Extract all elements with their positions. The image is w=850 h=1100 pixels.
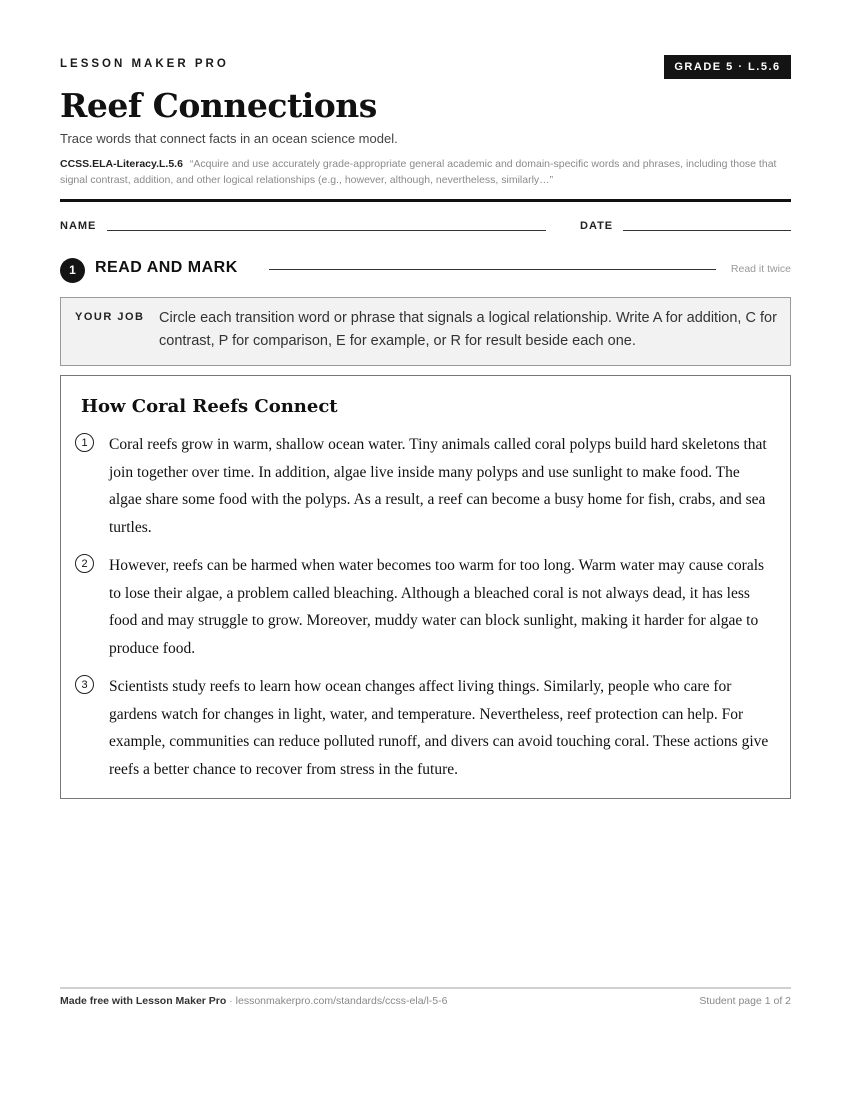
grade-badge: GRADE 5 · L.5.6: [664, 55, 791, 79]
paragraph-text: However, reefs can be harmed when water becomes too warm for too long. Warm water may cause corals to lose their algae, a problem called bleaching. Although a bleached coral is not always dead, it has less food and may struggle to grow. Moreover, muddy water can block sunlight, making it harder for algae to produce food.: [109, 557, 765, 657]
page-title: Reef Connections: [60, 86, 377, 125]
section-title: READ AND MARK: [95, 259, 238, 276]
footer-made-with: Made free with Lesson Maker Pro: [60, 995, 227, 1007]
date-field[interactable]: [623, 230, 791, 231]
paragraph-text: Coral reefs grow in warm, shallow ocean water. Tiny animals called coral polyps build hard skeletons that join together over time. In addition, algae live inside many polyps and use sunlight to make food. The algae share some food with the polyps. As a result, a reef can become a busy home for fish, crabs, and sea turtles.: [109, 436, 767, 536]
footer-page-number: Student page 1 of 2: [699, 995, 791, 1007]
passage-title: How Coral Reefs Connect: [81, 396, 338, 417]
section-number-badge: 1: [60, 258, 85, 283]
footer-credit: [60, 995, 447, 1007]
paragraph-text: Scientists study reefs to learn how ocean changes affect living things. Similarly, people who care for gardens watch for changes in light, water, and temperature. Nevertheless, reef protection can help. For example, communities can reduce polluted runoff, and divers can avoid touching coral. These actions give reefs a better chance to recover from stress in the future.: [109, 678, 769, 778]
reading-passage: [60, 375, 791, 799]
section-hint: Read it twice: [730, 263, 791, 275]
paragraph-number: 2: [75, 554, 94, 573]
footer-url: · lessonmakerpro.com/standards/ccss-ela/l-5-6: [226, 995, 448, 1007]
instructions-text: Circle each transition word or phrase that signals a logical relationship. Write A for addition, C for contrast, P for comparison, E for example, or R for result beside each one.: [159, 310, 777, 349]
instructions-box: [60, 297, 791, 366]
instructions-label: YOUR JOB: [75, 311, 145, 323]
standard-description: [60, 156, 791, 188]
standard-code: CCSS.ELA-Literacy.L.5.6: [60, 158, 183, 170]
header-divider: [60, 199, 791, 202]
footer-divider: [60, 987, 791, 989]
page-subtitle: Trace words that connect facts in an ocean science model.: [60, 131, 398, 146]
standard-text: “Acquire and use accurately grade-appropriate general academic and domain-specific words and phrases, including those that signal contrast, addition, and other logical relationships (e.g., however, although, nevertheless, similarly…”: [60, 158, 777, 186]
worksheet-page: [60, 0, 791, 1100]
section-divider: [269, 269, 716, 270]
paragraph-number: 3: [75, 675, 94, 694]
name-field[interactable]: [107, 230, 546, 231]
date-label: DATE: [580, 220, 614, 232]
paragraph-number: 1: [75, 433, 94, 452]
name-label: NAME: [60, 220, 97, 232]
brand-name: LESSON MAKER PRO: [60, 58, 229, 70]
